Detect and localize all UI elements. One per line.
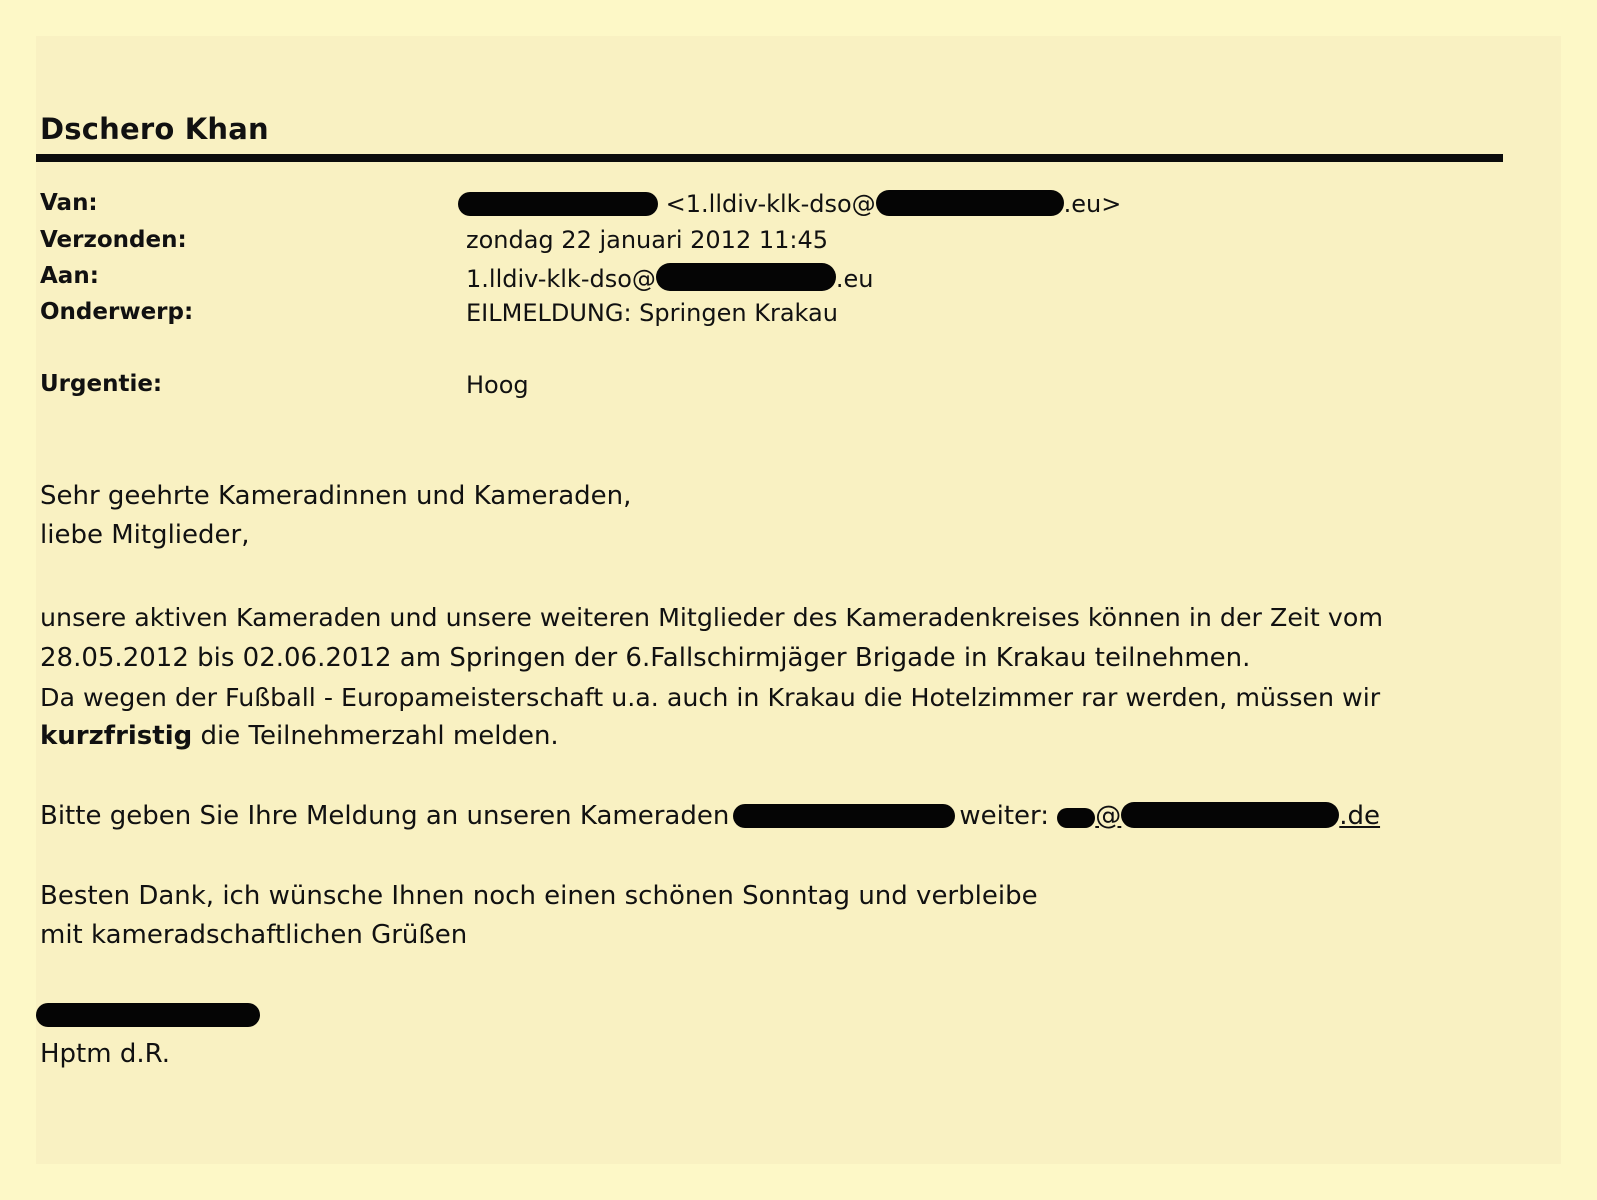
instruction-line — [40, 796, 1380, 836]
signature-name — [36, 1003, 260, 1027]
urgency-label: Urgentie: — [40, 371, 163, 397]
redaction-mark — [876, 190, 1064, 216]
redaction-mark — [1121, 802, 1339, 828]
to-value — [466, 263, 874, 293]
closing-line-1: Besten Dank, ich wünsche Ihnen noch einen schönen Sonntag und verbleibe — [40, 881, 1038, 911]
subject-value: EILMELDUNG: Springen Krakau — [466, 299, 838, 327]
paragraph-line-4-rest: die Teilnehmerzahl melden. — [192, 721, 559, 751]
redaction-mark — [656, 263, 836, 291]
from-label: Van: — [40, 190, 98, 216]
signature-rank: Hptm d.R. — [40, 1039, 171, 1069]
to-label: Aan: — [40, 263, 99, 289]
instruction-text-cont: weiter: — [959, 801, 1058, 831]
email-domain-end: .de — [1339, 801, 1381, 831]
redaction-mark — [36, 1003, 260, 1027]
from-value — [458, 190, 1121, 218]
greeting-line-2: liebe Mitglieder, — [40, 520, 250, 550]
from-email-end: .eu> — [1063, 190, 1122, 218]
sent-value: zondag 22 januari 2012 11:45 — [466, 226, 829, 254]
redaction-mark — [1057, 808, 1095, 828]
redaction-mark — [733, 804, 955, 828]
instruction-text: Bitte geben Sie Ihre Meldung an unseren Kameraden — [40, 801, 730, 831]
sender-name-heading: Dschero Khan — [40, 112, 269, 146]
paragraph-line-1: unsere aktiven Kameraden und unsere weiteren Mitglieder des Kameradenkreises können in der Zeit vom — [40, 603, 1383, 632]
from-email-start: <1.lldiv-klk-dso@ — [665, 190, 876, 218]
contact-email-link[interactable] — [1057, 801, 1380, 831]
urgency-value: Hoog — [466, 371, 529, 399]
sent-label: Verzonden: — [40, 227, 187, 253]
subject-label: Onderwerp: — [40, 299, 194, 325]
emphasis-text: kurzfristig — [40, 721, 193, 751]
paragraph-line-4 — [40, 716, 559, 756]
redaction-mark — [458, 192, 658, 216]
to-email-start: 1.lldiv-klk-dso@ — [466, 265, 656, 293]
paragraph-line-2: 28.05.2012 bis 02.06.2012 am Springen der 6.Fallschirmjäger Brigade in Krakau teilnehmen. — [40, 643, 1251, 673]
closing-line-2: mit kameradschaftlichen Grüßen — [40, 920, 468, 950]
paragraph-line-3: Da wegen der Fußball - Europameisterschaft u.a. auch in Krakau die Hotelzimmer rar werden, müssen wir — [40, 683, 1381, 712]
to-email-end: .eu — [835, 265, 874, 293]
greeting-line-1: Sehr geehrte Kameradinnen und Kameraden, — [40, 481, 632, 511]
header-divider — [36, 154, 1503, 162]
email-at-sign: @ — [1095, 801, 1122, 831]
